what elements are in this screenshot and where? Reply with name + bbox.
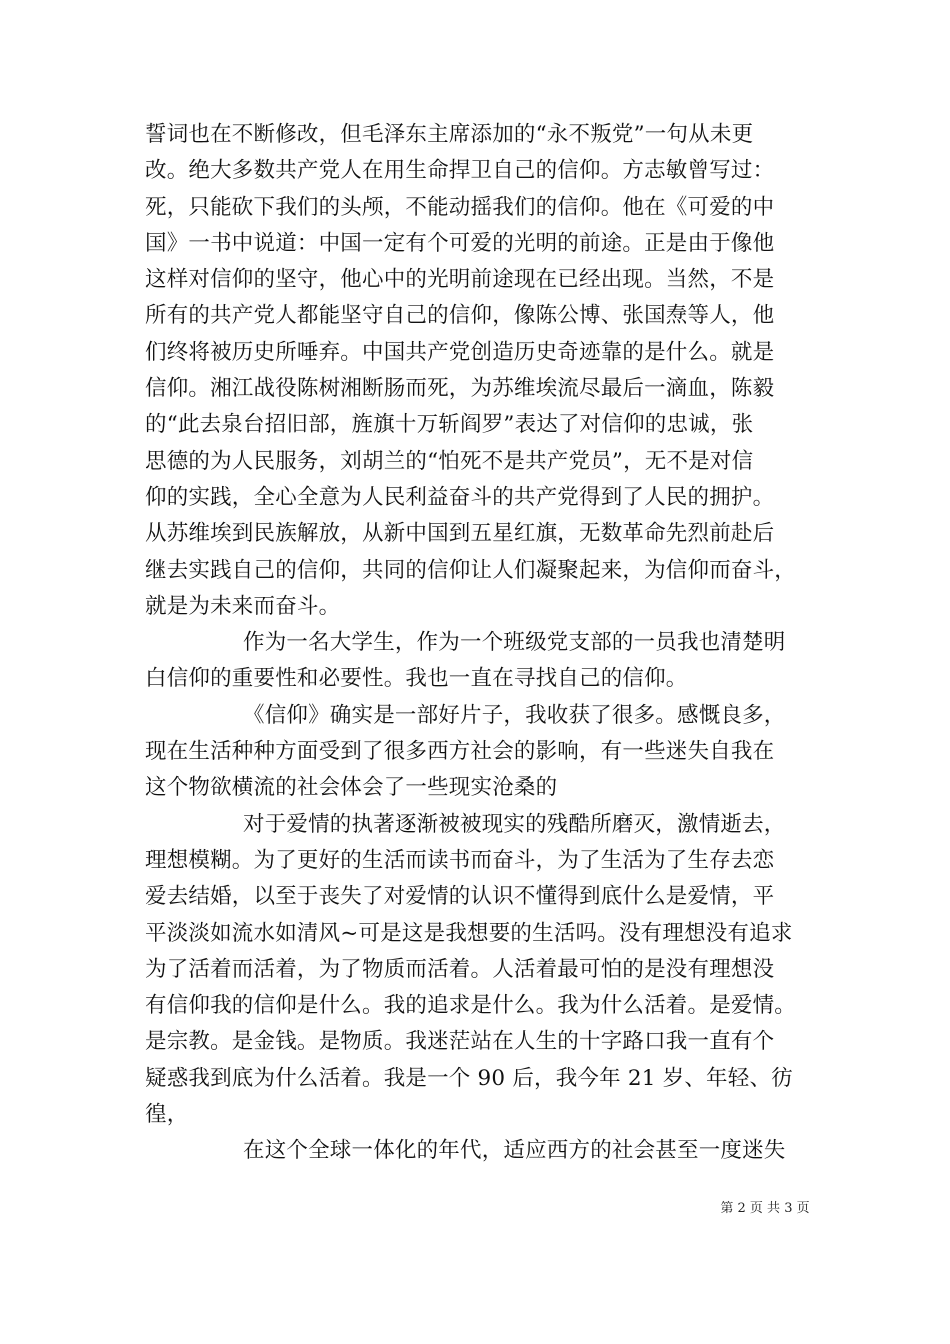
text-line: 爱去结婚，以至于丧失了对爱情的认识不懂得到底什么是爱情，平: [145, 884, 775, 910]
text-line: 就是为未来而奋斗。: [145, 593, 341, 619]
text-line: 理想模糊。为了更好的生活而读书而奋斗，为了生活为了生存去恋: [145, 847, 775, 873]
text-line: 这个物欲横流的社会体会了一些现实沧桑的: [145, 775, 558, 801]
text-line: 是宗教。是金钱。是物质。我迷茫站在人生的十字路口我一直有个: [145, 1029, 775, 1055]
paragraph-first-line: 《信仰》确实是一部好片子，我收获了很多。感慨良多，: [243, 702, 786, 728]
text-line: 死，只能砍下我们的头颅，不能动摇我们的信仰。他在《可爱的中: [145, 194, 775, 220]
text-line: 平淡淡如流水如清风~可是这是我想要的生活吗。没有理想没有追求: [145, 920, 793, 946]
text-line: 的“此去泉台招旧部，旌旗十万斩阎罗”表达了对信仰的忠诚，张: [145, 412, 754, 438]
paragraph-first-line: 对于爱情的执著逐渐被被现实的残酷所磨灭，激情逝去，: [243, 811, 786, 837]
text-line: 仰的实践，全心全意为人民利益奋斗的共产党得到了人民的拥护。: [145, 484, 775, 510]
text-line: 白信仰的重要性和必要性。我也一直在寻找自己的信仰。: [145, 666, 688, 692]
paragraph-first-line: 作为一名大学生，作为一个班级党支部的一员我也清楚明: [243, 630, 786, 656]
text-line: 徨，: [145, 1102, 189, 1128]
text-line: 这样对信仰的坚守，他心中的光明前途现在已经出现。当然，不是: [145, 267, 775, 293]
text-line: 誓词也在不断修改，但毛泽东主席添加的“永不叛党”一句从未更: [145, 122, 754, 147]
text-line: 所有的共产党人都能坚守自己的信仰，像陈公博、张国焘等人，他: [145, 303, 775, 329]
text-line: 从苏维埃到民族解放，从新中国到五星红旗，无数革命先烈前赴后: [145, 521, 775, 547]
text-line: 疑惑我到底为什么活着。我是一个 90 后，我今年 21 岁、年轻、彷: [145, 1065, 793, 1091]
text-line: 继去实践自己的信仰，共同的信仰让人们凝聚起来，为信仰而奋斗，: [145, 557, 797, 583]
text-line: 国》一书中说道：中国一定有个可爱的光明的前途。正是由于像他: [145, 230, 775, 256]
text-line: 改。绝大多数共产党人在用生命捍卫自己的信仰。方志敏曾写过：: [145, 158, 775, 184]
text-line: 思德的为人民服务，刘胡兰的“怕死不是共产党员”，无不是对信: [145, 448, 754, 474]
text-line: 现在生活种种方面受到了很多西方社会的影响，有一些迷失自我在: [145, 739, 775, 765]
body-text: [145, 117, 810, 1170]
text-line: 们终将被历史所唾弃。中国共产党创造历史奇迹靠的是什么。就是: [145, 339, 775, 365]
text-line: 有信仰我的信仰是什么。我的追求是什么。我为什么活着。是爱情。: [145, 993, 797, 1019]
paragraph-first-line: 在这个全球一体化的年代，适应西方的社会甚至一度迷失: [243, 1138, 786, 1164]
page-number-footer: 第 2 页 共 3 页: [720, 1201, 810, 1216]
text-line: 为了活着而活着，为了物质而活着。人活着最可怕的是没有理想没: [145, 956, 775, 982]
text-line: 信仰。湘江战役陈树湘断肠而死，为苏维埃流尽最后一滴血，陈毅: [145, 376, 775, 402]
